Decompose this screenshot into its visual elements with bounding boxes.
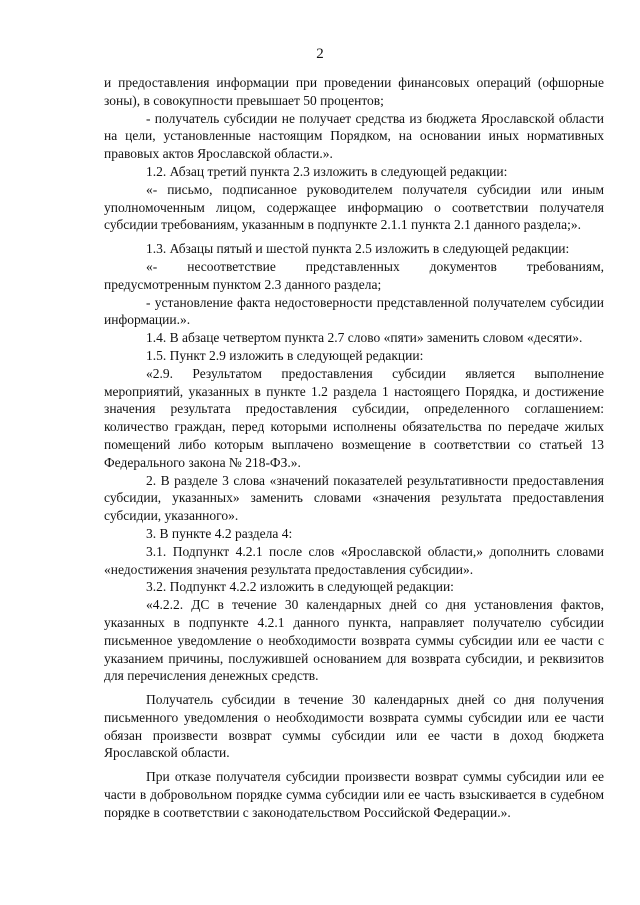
- paragraph-refusal: При отказе получателя субсидии произвести возврат суммы субсидии или ее части в добровольном порядке сумма субсидии или ее часть взыскивается в судебном порядке в соответствии с законодательством Российской Федерации.».: [104, 769, 604, 820]
- paragraph-section-2: 2. В разделе 3 слова «значений показателей результативности предоставления субсидии, указанных» заменить словами «значения результата предоставления субсидии, указанного».: [104, 472, 604, 524]
- paragraph-1-5: 1.5. Пункт 2.9 изложить в следующей редакции:: [146, 347, 424, 363]
- paragraph-1-2: 1.2. Абзац третий пункта 2.3 изложить в следующей редакции:: [146, 163, 508, 179]
- page-number: 2: [316, 46, 324, 62]
- paragraph-3-1: 3.1. Подпункт 4.2.1 после слов «Ярославской области,» дополнить словами «недостижения значения результата предоставления субсидии».: [104, 543, 604, 577]
- paragraph-3-2: 3.2. Подпункт 4.2.2 изложить в следующей редакции:: [146, 579, 454, 595]
- paragraph-recipient-return: Получатель субсидии в течение 30 календарных дней со дня получения письменного уведомления о необходимости возврата суммы субсидии или ее части обязан произвести возврат суммы субсидии или ее части в доход бюджета Ярославской области.: [104, 692, 604, 761]
- paragraph-2-9: «2.9. Результатом предоставления субсидии является выполнение мероприятий, указанных в пункте 1.2 раздела 1 настоящего Порядка, и достижение значения результата предоставления субсидии, определенного соглашением: количество граждан, перед которыми исполнены обязательства по передаче жилых помещений либо которым выплачено возмещение в соответствии со статьей 13 Федерального закона № 218-ФЗ.».: [104, 365, 604, 470]
- paragraph-1-4: 1.4. В абзаце четвертом пункта 2.7 слово «пяти» заменить словом «десяти».: [146, 330, 583, 346]
- paragraph-letter-clause: «- письмо, подписанное руководителем получателя субсидии или иным уполномоченным лицом, содержащее информацию о соответствии получателя субсидии требованиям, указанным в подпункте 2.1.1 пункта 2.1 данного раздела;».: [104, 181, 604, 233]
- paragraph-1-3: 1.3. Абзацы пятый и шестой пункта 2.5 изложить в следующей редакции:: [146, 241, 570, 257]
- paragraph-continuation: и предоставления информации при проведении финансовых операций (офшорные зоны), в совокупности превышает 50 процентов;: [104, 75, 604, 108]
- paragraph-offshore-clause: - получатель субсидии не получает средства из бюджета Ярославской области на цели, установленные настоящим Порядком, на основании иных нормативных правовых актов Ярославской области.».: [104, 110, 604, 162]
- paragraph-4-2-2: «4.2.2. ДС в течение 30 календарных дней со дня установления фактов, указанных в подпункте 4.2.1 данного пункта, направляет получателю субсидии письменное уведомление о необходимости возврата суммы субсидии или ее части с указанием причины, послужившей основанием для возврата субсидии, и реквизитов для перечисления денежных средств.: [104, 597, 604, 684]
- paragraph-nonconformity: «- несоответствие представленных документов требованиям, предусмотренным пунктом 2.3 данного раздела;: [104, 258, 604, 292]
- paragraph-section-3: 3. В пункте 4.2 раздела 4:: [146, 525, 293, 541]
- paragraph-unreliability: - установление факта недостоверности представленной получателем субсидии информации.».: [104, 294, 604, 328]
- document-body: [104, 74, 604, 822]
